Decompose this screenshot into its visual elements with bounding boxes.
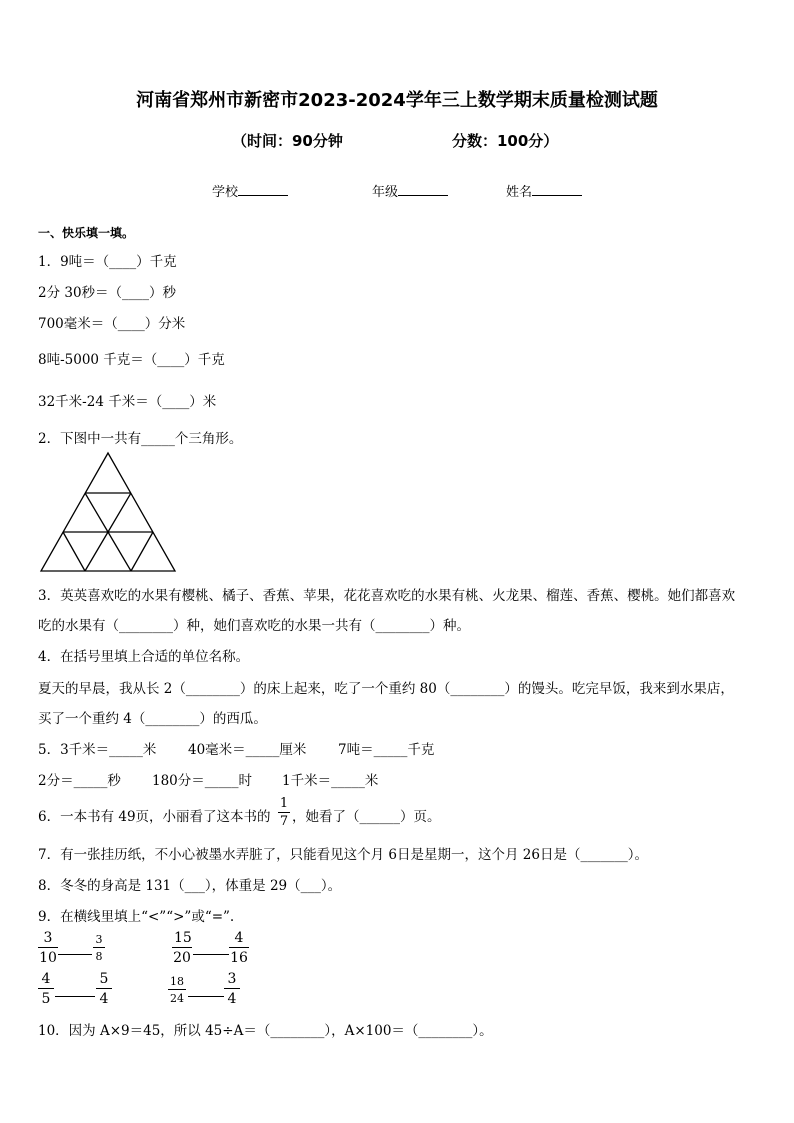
answer-blank[interactable] [55, 996, 95, 997]
q6-numerator: 1 [279, 796, 289, 811]
numerator: 4 [229, 931, 249, 948]
q7-text: 7．有一张挂历纸，不小心被墨水弄脏了，只能看见这个月 6日是星期一，这个月 26日是（_______）。 [38, 847, 648, 863]
q4-line3: 买了一个重约 4（________）的西瓜。 [38, 711, 267, 727]
q2-text: 2．下图中一共有_____个三角形。 [38, 431, 243, 447]
denominator: 8 [95, 950, 103, 963]
q3-line1: 3．英英喜欢吃的水果有樱桃、橘子、香蕉、苹果，花花喜欢吃的水果有桃、火龙果、榴莲、香蕉、樱桃。她们都喜欢 [38, 588, 736, 604]
q9-title: 9．在横线里填上“<”“>”或“=”. [38, 909, 235, 925]
q5-item-a: 5．3千米＝_____米 [38, 742, 157, 758]
q3-line2: 吃的水果有（________）种，她们喜欢吃的水果一共有（________）种。 [38, 618, 470, 634]
school-label: 学校 [212, 185, 239, 200]
denominator: 24 [170, 992, 184, 1005]
denominator: 4 [227, 991, 237, 1007]
name-field [506, 181, 582, 200]
triangle-figure [38, 450, 180, 574]
q5-item-c: 7吨＝_____千克 [338, 742, 435, 758]
q5-item-d: 2分＝_____秒 [38, 773, 121, 789]
q6-fraction [278, 797, 290, 828]
denominator: 10 [39, 950, 57, 966]
q9-fraction [96, 972, 112, 1006]
denominator: 20 [173, 950, 191, 966]
name-label: 姓名 [506, 185, 533, 200]
q9-fraction [168, 976, 186, 1004]
q1-line2: 2分 30秒＝（____）秒 [38, 285, 177, 301]
q6-text-after: ，她看了（______）页。 [292, 809, 441, 825]
numerator: 5 [96, 972, 112, 989]
q4-line2: 夏天的早晨，我从长 2（________）的床上起来，吃了一个重约 80（________）的馒头。吃完早饭，我来到水果店， [38, 681, 734, 697]
grade-label: 年级 [372, 185, 399, 200]
q9-fraction [38, 931, 58, 965]
numerator: 4 [38, 972, 54, 989]
q5-item-f: 1千米＝_____米 [282, 773, 379, 789]
q1-line5: 32千米-24 千米＝（____）米 [38, 394, 217, 410]
denominator: 4 [99, 991, 109, 1007]
q6-denominator: 7 [279, 814, 289, 829]
q1-line1: 1．9吨＝（____）千克 [38, 254, 177, 270]
numerator: 3 [224, 972, 240, 989]
q5-item-b: 40毫米＝_____厘米 [188, 742, 307, 758]
grade-field [372, 181, 448, 200]
q9-fraction [229, 931, 249, 965]
q4-line1: 4．在括号里填上合适的单位名称。 [38, 649, 250, 665]
grade-blank [398, 183, 448, 196]
q8-text: 8．冬冬的身高是 131（___），体重是 29（___）。 [38, 878, 342, 894]
numerator: 15 [174, 930, 192, 946]
page-title: 河南省郑州市新密市2023-2024学年三上数学期末质量检测试题 [136, 90, 658, 111]
school-blank [238, 183, 288, 196]
numerator: 18 [170, 975, 184, 988]
school-field [212, 181, 288, 200]
answer-blank[interactable] [193, 954, 229, 955]
exam-time: （时间：90分钟 [232, 132, 343, 150]
q10-text: 10．因为 A×9＝45，所以 45÷A＝（________），A×100＝（________）。 [38, 1023, 493, 1039]
answer-blank[interactable] [58, 954, 92, 955]
section-title: 一、快乐填一填。 [38, 226, 135, 240]
q6-text-before: 6．一本书有 49页，小丽看了这本书的 [38, 809, 271, 825]
name-blank [532, 183, 582, 196]
q9-fraction [224, 972, 240, 1006]
numerator: 3 [93, 934, 105, 948]
q9-fraction [93, 934, 105, 962]
exam-score: 分数：100分） [452, 132, 559, 150]
numerator: 3 [38, 931, 58, 948]
answer-blank[interactable] [188, 996, 224, 997]
denominator: 16 [230, 950, 248, 966]
q1-line4: 8吨-5000 千克＝（____）千克 [38, 352, 225, 368]
denominator: 5 [41, 991, 51, 1007]
q1-line3: 700毫米＝（____）分米 [38, 316, 186, 332]
q9-fraction [172, 931, 192, 965]
q5-item-e: 180分＝_____时 [152, 773, 253, 789]
q9-fraction [38, 972, 54, 1006]
